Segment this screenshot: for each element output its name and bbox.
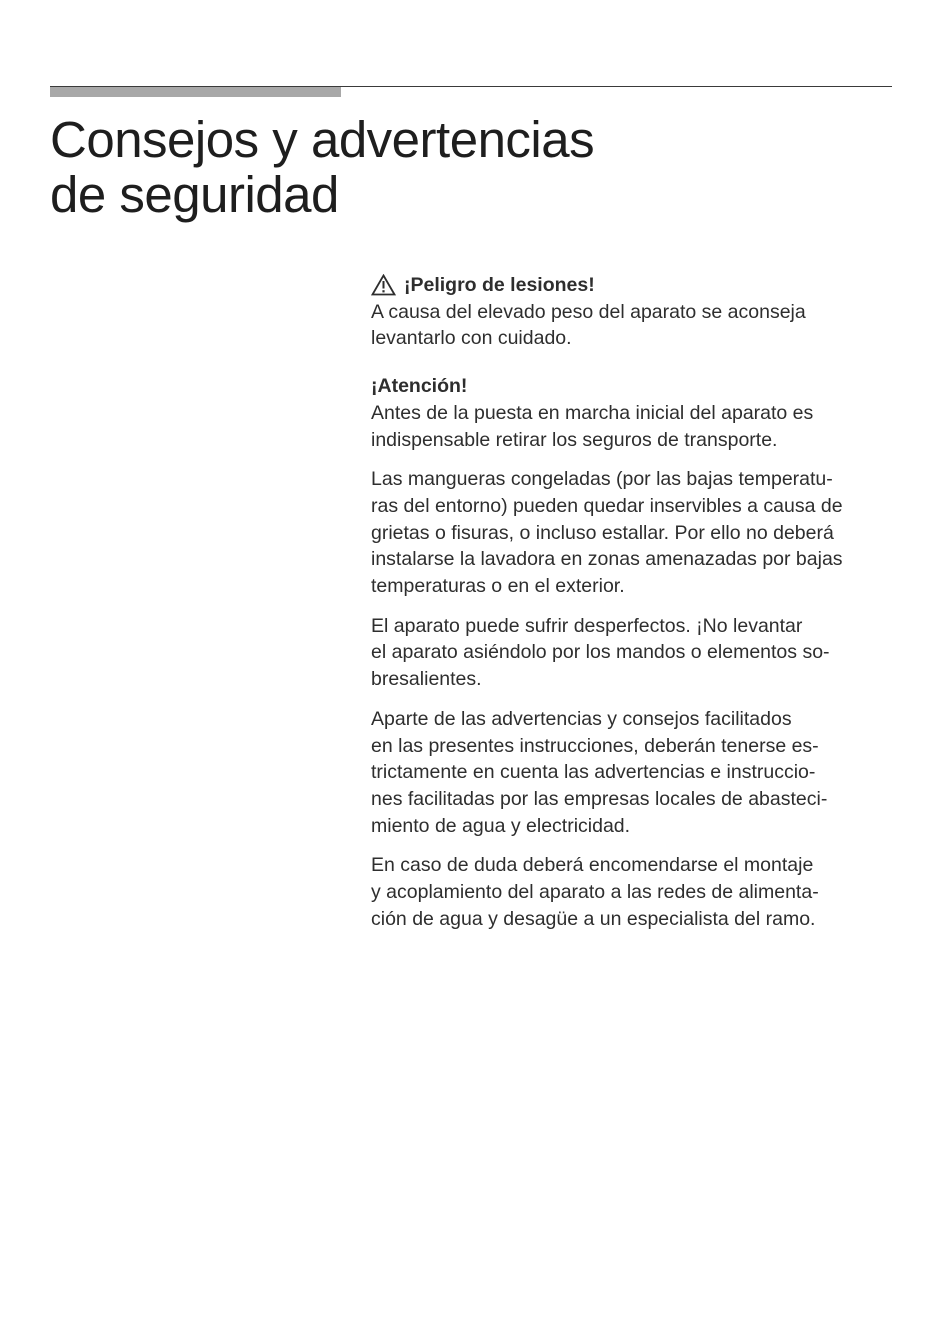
- text-line: En caso de duda deberá encomendarse el montaje: [371, 854, 814, 877]
- text-line: grietas o fisuras, o incluso estallar. Por ello no deberá: [371, 521, 834, 544]
- page-title: [50, 112, 594, 222]
- safety-content: [371, 272, 911, 945]
- text-line: el aparato asiéndolo por los mandos o elementos so-: [371, 641, 830, 664]
- warning-heading-text: ¡Peligro de lesiones!: [404, 274, 595, 296]
- text-line: nes facilitadas por las empresas locales de abasteci-: [371, 787, 828, 810]
- text-line: y acoplamiento del aparato a las redes de alimenta-: [371, 881, 819, 904]
- text-line: trictamente en cuenta las advertencias e instruccio-: [371, 761, 816, 784]
- page-title-line: Consejos y advertencias: [50, 111, 595, 168]
- page-title-line: de seguridad: [50, 166, 339, 223]
- warning-triangle-icon: [371, 274, 396, 296]
- paragraph-lifting: [371, 613, 911, 693]
- header-accent-bar: [50, 87, 341, 97]
- paragraph-frozen-hoses: [371, 466, 911, 600]
- paragraph-text: [371, 706, 911, 840]
- paragraph-text: [371, 466, 911, 600]
- text-line: instalarse la lavadora en zonas amenazadas por bajas: [371, 548, 843, 571]
- attention-block: [371, 373, 911, 453]
- paragraph-text: [371, 852, 911, 932]
- paragraph-utility-instructions: [371, 706, 911, 840]
- text-line: El aparato puede sufrir desperfectos. ¡No levantar: [371, 614, 803, 637]
- text-line: A causa del elevado peso del aparato se aconseja: [371, 300, 806, 323]
- text-line: Las mangueras congeladas (por las bajas temperatu-: [371, 468, 833, 491]
- text-line: temperaturas o en el exterior.: [371, 575, 625, 598]
- text-line: ras del entorno) pueden quedar inservibles a causa de: [371, 494, 843, 517]
- text-line: miento de agua y electricidad.: [371, 814, 631, 837]
- paragraph-text: [371, 613, 911, 693]
- warning-text: [371, 299, 911, 352]
- text-line: Aparte de las advertencias y consejos facilitados: [371, 707, 792, 730]
- warning-block: [371, 272, 911, 352]
- warning-heading: [371, 272, 911, 299]
- text-line: bresalientes.: [371, 668, 482, 691]
- attention-heading: ¡Atención!: [371, 375, 468, 398]
- attention-text: [371, 400, 911, 453]
- paragraph-specialist: [371, 852, 911, 932]
- text-line: ción de agua y desagüe a un especialista del ramo.: [371, 907, 816, 930]
- text-line: en las presentes instrucciones, deberán tenerse es-: [371, 734, 819, 757]
- text-line: levantarlo con cuidado.: [371, 327, 572, 350]
- text-line: Antes de la puesta en marcha inicial del aparato es: [371, 401, 814, 424]
- text-line: indispensable retirar los seguros de transporte.: [371, 428, 778, 451]
